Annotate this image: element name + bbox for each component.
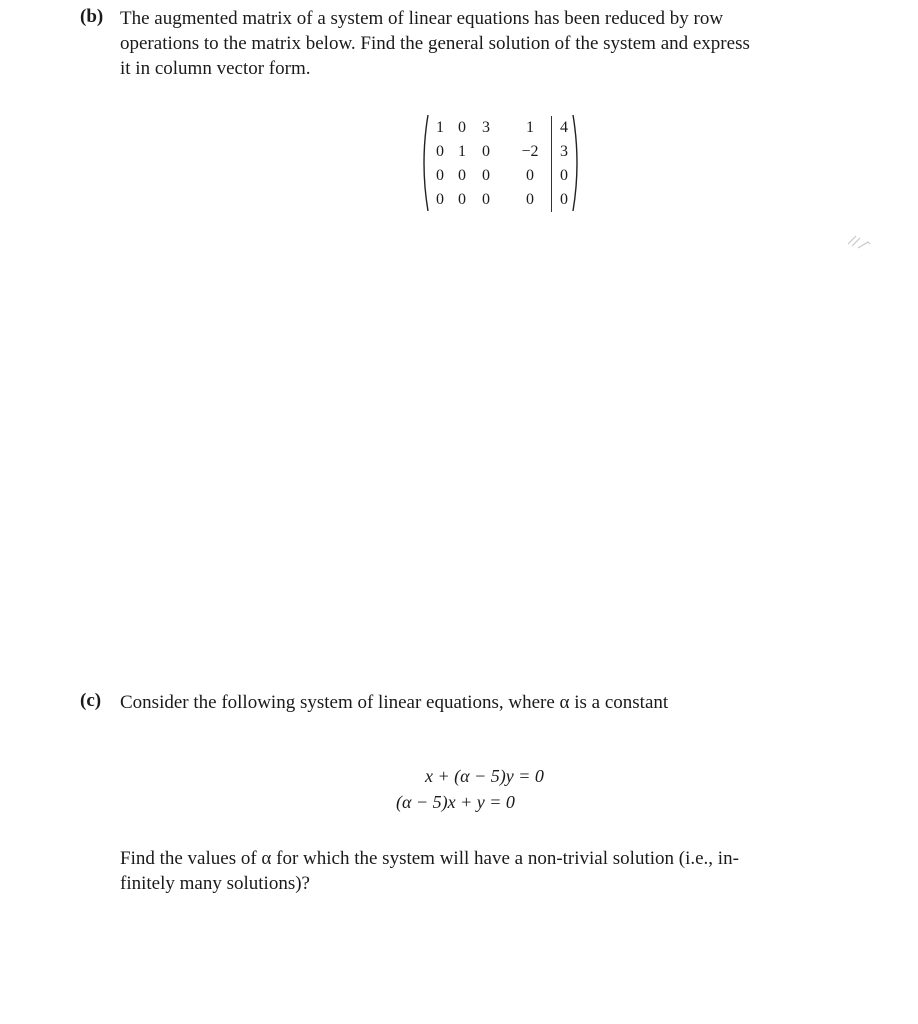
matrix-row xyxy=(430,164,570,188)
matrix-cell: 1 xyxy=(436,119,444,136)
matrix-cell: 1 xyxy=(458,143,466,160)
matrix-cell: 0 xyxy=(482,143,490,160)
matrix-cell: −2 xyxy=(521,143,539,160)
part-b-section xyxy=(0,6,918,86)
matrix-row xyxy=(430,140,570,164)
matrix-cell: 0 xyxy=(458,167,466,184)
augmented-matrix xyxy=(418,116,583,212)
part-c-intro: Consider the following system of linear equations, where α is a constant xyxy=(120,692,669,713)
part-b-text-line: it in column vector form. xyxy=(120,58,311,79)
matrix-cell: 0 xyxy=(458,191,466,208)
part-b-label: (b) xyxy=(80,6,104,27)
matrix-cell: 4 xyxy=(560,119,568,136)
augmented-separator xyxy=(551,116,552,212)
equation-text: (α − 5)x + y = 0 xyxy=(396,792,515,812)
matrix-row xyxy=(430,188,570,212)
matrix-cell: 0 xyxy=(436,143,444,160)
right-parenthesis xyxy=(571,114,583,212)
part-b-text-line: The augmented matrix of a system of linear equations has been reduced by row xyxy=(120,8,724,29)
matrix-cell: 3 xyxy=(560,143,568,160)
part-c-question-line: finitely many solutions)? xyxy=(120,873,310,894)
matrix-cell: 1 xyxy=(526,119,534,136)
matrix-cell: 0 xyxy=(458,119,466,136)
matrix-cell: 0 xyxy=(560,167,568,184)
pencil-mark-icon xyxy=(846,230,874,254)
part-b-text-line: operations to the matrix below. Find the general solution of the system and express xyxy=(120,33,750,54)
matrix-cell: 0 xyxy=(526,191,534,208)
part-b-text xyxy=(120,6,885,81)
matrix-cell: 0 xyxy=(436,191,444,208)
part-c-question-line: Find the values of α for which the system will have a non-trivial solution (i.e., in- xyxy=(120,848,739,869)
part-c-label: (c) xyxy=(80,690,102,711)
matrix-cell: 0 xyxy=(482,167,490,184)
left-parenthesis xyxy=(418,114,430,212)
matrix-row xyxy=(430,116,570,140)
matrix-cell: 3 xyxy=(482,119,490,136)
matrix-cell: 0 xyxy=(482,191,490,208)
matrix-cell: 0 xyxy=(560,191,568,208)
matrix-cell: 0 xyxy=(436,167,444,184)
part-c-question xyxy=(120,846,885,896)
matrix-cell: 0 xyxy=(526,167,534,184)
equation-text: x + (α − 5)y = 0 xyxy=(425,766,544,786)
